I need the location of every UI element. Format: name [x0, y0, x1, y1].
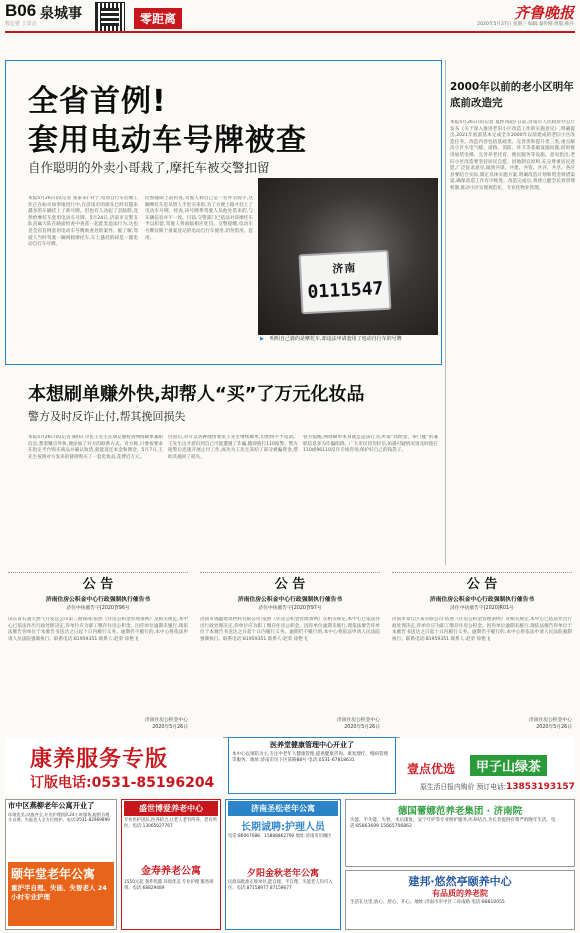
ad-shengshi-title[interactable]: 盛世博爱养老中心 — [124, 801, 218, 816]
ad-tea-phone-label: 原生活日报内购价 预订电话: — [420, 783, 507, 791]
ad-tea-phone-line — [420, 781, 575, 792]
ad-shengsong-body: 电话:86067088、15888862790 地址:济南市历城区 — [228, 834, 332, 839]
ad-yinian-sub: 重护半自理、失能、失智老人 24小时专业护理 — [11, 884, 107, 901]
lead-subheadline: 自作聪明的外卖小哥栽了,摩托车被交警扣留 — [28, 160, 270, 175]
page-number: B06 — [5, 1, 37, 20]
header-rule — [5, 31, 575, 33]
ad-jinshou-title[interactable]: 金寿养老公寓 — [141, 866, 201, 877]
notice-footer: 济南住房公积金中心 2020年5月26日 — [336, 718, 380, 730]
ad-jinshou-body: 1550元起 条件优越 环境优美 专业护理 服务周到。电话:68829489 — [124, 880, 214, 891]
ad-kangyang-title[interactable]: 康养服务专版 — [30, 747, 169, 772]
notice-heading: 济南住房公积金中心行政强制执行催告书 — [237, 597, 343, 603]
notice-3 — [392, 572, 572, 730]
notice-heading: 济南住房公积金中心行政强制执行催告书 — [429, 597, 535, 603]
newspaper-logo: 齐鲁晚报 — [513, 4, 574, 22]
lead-headline-line2[interactable]: 套用电动车号牌被查 — [28, 123, 307, 158]
notice-heading: 济南住房公积金中心行政强制执行催告书 — [45, 597, 151, 603]
license-plate — [298, 250, 391, 315]
ad-tea-phone[interactable]: 13853193157 — [506, 782, 575, 792]
notice-footer: 济南住房公积金中心 2020年5月26日 — [144, 718, 188, 730]
ad-hospital-title[interactable]: 德国蕾娜范养老集团 · 济南院 — [397, 806, 523, 817]
notice-number: 济住中执催告字[2020]Y97号 — [258, 606, 322, 611]
notice-footer: 济南住房公积金中心 2020年5月26日 — [528, 718, 572, 730]
ad-jianbang-title[interactable]: 建邦·悠然亭颐养中心 — [408, 875, 512, 888]
side-body: 本报5月26日讯(记者 夏侯凤超) 日前,济南市人民政府办公厅发布《关于深入推进老旧小区改造工作的实施意见》,明确提出,2021年底前基本完成全市2000年以前建成的老旧小区改造任务。改造内容包括基础类、完善类和提升类三类,重点解决小区水电气暖、道路、消防、环卫等基础设施问题,同时推进加装电梯、完善养老托育、便民服务等设施。意见指出,老旧小区改造要坚持居民自愿、因地制宜原则,充分尊重居民意愿,广泛征求意见,做到共谋、共建、共管、共评、共享。各区县要结合实际,制定具体实施方案,明确改造计划和资金筹措渠道,确保改造工作有序推进。改造完成后,将建立健全长效管理机制,推动小区实现规范化、专业化物业管理。 — [450, 120, 575, 191]
ad-yanming-body: 环境优美,设施齐全,专业护理团队24小时服务,提供自理、半自理、失能老人全方位照护。电话:0531-82969899 — [8, 812, 114, 823]
notice-body: 济南市章丘区某有限公司:依照《住房公积金管理条例》及相关规定,本中心已依法作出行政处理决定,你单位应为职工缴存住房公积金。因你单位逾期未履行,现依法催告你单位于本催告书送达之日起十日内履行义务。逾期仍不履行的,本中心将依法申请人民法院强制执行。联系电话:81959351 联系人:赵荣 徐艳飞 — [392, 617, 572, 642]
ad-yinian-box — [8, 862, 114, 926]
section-tag: 零距离 — [134, 8, 182, 29]
notice-title: 公 告 — [82, 577, 114, 592]
notice-title: 公 告 — [274, 577, 306, 592]
notice-body: 山东省石油天然气开发总公司第三勘探部:依照《住房公积金管理条例》及相关规定,本中心已依法作出行政处理决定,你单位应为职工缴存住房公积金。因你单位逾期未履行,现依法催告你单位于本催告书送达之日起十日内履行义务。逾期仍不履行的,本中心将依法申请人民法院强制执行。联系电话:81959351 联系人:赵荣 徐艳飞 — [8, 617, 188, 642]
ad-xiyang-title[interactable]: 夕阳金秋老年公寓 — [246, 869, 319, 879]
ad-yinian-title[interactable]: 颐年堂老年公寓 — [11, 867, 96, 881]
ad-jianbang-sub: 有品质的养老院 — [432, 889, 488, 898]
ad-yiyang-title[interactable]: 医养堂健康管理中心开业了 — [270, 741, 354, 749]
article2-subheadline: 警方及时反诈止付,帮其挽回损失 — [28, 410, 186, 423]
ad-shengsong-sub: 长期诚聘:护理人员 — [241, 822, 325, 833]
ad-yanming-title[interactable]: 市中区燕柳老年公寓开业了 — [8, 801, 95, 810]
ad-tea-title[interactable]: 甲子山绿茶 — [470, 755, 547, 776]
article2-column-1: 本报5月26日讯(记者 刷伟) 市民王先生在朋友圈看到网络刷单兼职信息,想着赚点外快,便添加了对方的联系方式。对方称,只要按要求在指定平台购买商品并确认收货,就能返还本金和佣金。5月7日,王先生按照对方发来的链接购买了一套化妆品,花费近万元。 — [28, 435, 163, 460]
ad-shengsong-title[interactable]: 济南圣松老年公寓 — [228, 801, 338, 816]
article2-column-2: 付款后,对方以各种理由要求王先生继续刷单,但始终不予返款。王先生这才意识到自己可能遭遇了诈骗,随即拨打110报警。警方接警后迅速开展止付工作,成功为王先生冻结了部分被骗资金,帮助其挽回了损失。 — [168, 435, 298, 460]
qr-code-icon — [95, 2, 125, 32]
plate-region: 济南 — [331, 261, 357, 276]
notice-1 — [8, 572, 188, 730]
ad-hospital-body: 失能、半失能、失智、术后康复、安宁疗护等专业照护服务,医养结合,为长者提供有尊严的晚年生活。电话:85863699 15665706862 — [350, 818, 556, 829]
notice-title: 公 告 — [466, 577, 498, 592]
article2-headline[interactable]: 本想刷单赚外快,却帮人“买”了万元化妆品 — [28, 384, 365, 405]
ad-kangyang-phone[interactable]: 订版电话:0531-85196204 — [30, 775, 215, 791]
header-date: 2020年5月27日 星期三 编辑:秦传刚 组版:韩丹 — [477, 22, 574, 27]
ad-tea-label: 壹点优选 — [407, 762, 456, 776]
lead-body-column-2: 民警随即上前检查,驾驶人称自己是一名外卖骑手,这辆摩托车是从别人手里买来的,为了方便上路才挂上了电动车号牌。经查,该号牌系驾驶人从他处借来的,与车辆信息并不一致。目前,交警部门已依法对该摩托车予以扣留,驾驶人将面临相应处罚。交警提醒,电动车号牌仅限于备案登记的电动自行车使用,切勿借用、套用。 — [145, 196, 253, 241]
lead-body-column-1: 本报5月26日讯(记者 张泰来) 对于,电动自行车挂牌工作正在如火如荼地进行中,在济南市的街头已经有越来越多的车辆挂上了新号牌。但也有人动起了歪脑筋,竟然给摩托车套用电动车号牌。5月24日,济南市交警支队直属大队在路面检查中查获一起此类违法行为,这也是全省首例套用电动车号牌被查处的案件。据了解,驾驶人当时驾驶一辆两轮摩托车,车上悬挂的却是一副电动自行车号牌。 — [28, 196, 138, 248]
photo-caption: ▶ 明明自己骑的是摩托车,却违法申请套用了电动自行车的号牌 — [258, 336, 438, 343]
ad-xiyang-body: 民政局批准正规单位,能自理、半自理、失能老人均可入住。电话:87158977 87159677 — [228, 880, 333, 891]
ad-yiyang-body: 本中心以预防为主,专注中老年人健康管理,提供健康咨询、康复理疗、慢病管理等服务。地址:济南市历下区某路88号 电话:0531-67818631 — [232, 752, 388, 763]
notice-2 — [200, 572, 380, 730]
article2-column-3: 警方提醒,网络刷单本身就是违法行为,所谓“高佣金、零门槛”的兼职信息多为诈骗陷阱。广大市民切勿轻信,如遇可疑情况请及时拨打110或96110反诈专线咨询,保护好自己的钱袋子。 — [303, 435, 438, 454]
notice-body: 济南市锦鑫建筑材料有限公司:依照《住房公积金管理条例》及相关规定,本中心已依法作出行政处理决定,你单位应为职工缴存住房公积金。因你单位逾期未履行,现依法催告你单位于本催告书送达之日起十日内履行义务。逾期仍不履行的,本中心将依法申请人民法院强制执行。联系电话:81959351 联系人:赵荣 徐艳飞 — [200, 617, 380, 642]
column-divider — [445, 60, 446, 565]
ad-jianbang-body: 生活在这里,放心、舒心、开心。地址:济南市市中区二环南路 电话:88810055 — [350, 900, 505, 905]
notice-number: 济住中执催告字[2020]Y96号 — [66, 606, 130, 611]
notice-number: 济住中执催告字[2020]R01号 — [450, 606, 514, 611]
side-headline[interactable]: 2000年以前的老小区明年底前改造完 — [450, 81, 574, 109]
section-name: 泉城事 — [40, 6, 82, 22]
lead-headline-line1[interactable]: 全省首例! — [28, 84, 167, 119]
plate-number: 0111547 — [307, 278, 384, 303]
ad-shengshi-body: 专业医护团队,医养结合,让老人老有所养、老有所医。电话:13065027767 — [124, 818, 217, 829]
header-credit: 校记者 上景点 — [5, 21, 37, 27]
